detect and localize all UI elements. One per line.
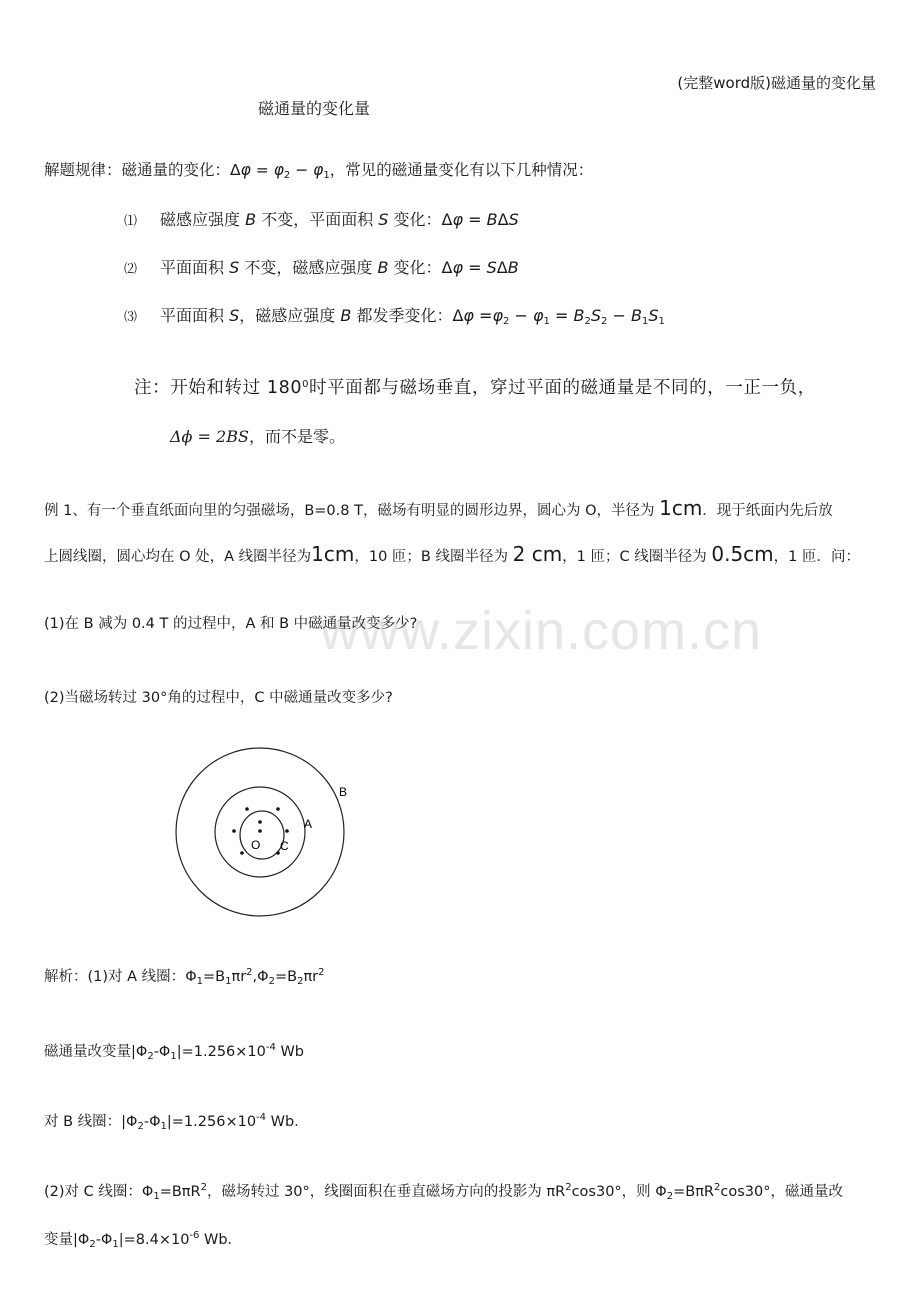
page-title: 磁通量的变化量 xyxy=(258,99,371,118)
example-line-1: 例 1、有一个垂直纸面向里的匀强磁场，B=0.8 T，磁场有明显的圆形边界，圆心为 O，半径为 1cm．现于纸面内先后放 xyxy=(44,496,833,520)
analysis-line-2: 磁通量改变量$|\Phi_2-\Phi_1|=1.256\times 10^{-4}$ Wb xyxy=(44,1042,305,1062)
label-a: A xyxy=(304,817,313,831)
label-b: B xyxy=(339,785,348,799)
rule-lead: 解题规律：磁通量的变化：Δ xyxy=(44,161,241,179)
example-line-2: 上圆线圈，圆心均在 O 处，A 线圈半径为1cm，10 匝；B 线圈半径为 2 cm，1 匝；C 线圈半径为 0.5cm，1 匝．问： xyxy=(44,542,860,566)
case-1: ⑴ 磁感应强度 B 不变，平面面积 S 变化：Δφ = BΔS xyxy=(124,210,519,229)
analysis-line-1: 解析：(1)对 A 线圈：$\Phi_1=B_1\pi r^2,\Phi_2=B_2\pi r^2$ xyxy=(44,967,325,987)
rule-line: 解题规律：磁通量的变化：$\Delta\varphi = \varphi_2 - \varphi_1$，常见的磁通量变化有以下几种情况： xyxy=(44,161,594,181)
analysis-line-5: 变量$|\Phi_2-\Phi_1|=8.4\times 10^{-6}$ Wb． xyxy=(44,1230,243,1250)
label-c: C xyxy=(280,839,289,853)
page-header: (完整word版)磁通量的变化量 xyxy=(677,74,876,92)
note-line-1: 注：开始和转过 $180^0$时平面都与磁场垂直，穿过平面的磁通量是不同的，一正一负， xyxy=(134,378,816,398)
case-3: ⑶ 平面面积 S，磁感应强度 B 都发季变化：$\Delta\varphi =\varphi_2 - \varphi_1 = B_2S_2 - B_1S_1$ xyxy=(124,306,665,327)
question-1: (1)在 B 减为 0.4 T 的过程中，A 和 B 中磁通量改变多少? xyxy=(44,616,418,632)
label-o: O xyxy=(251,838,261,852)
coil-diagram xyxy=(170,745,370,920)
case-2: ⑵ 平面面积 S 不变，磁感应强度 B 变化：Δφ = SΔB xyxy=(124,258,519,277)
analysis-line-3: 对 B 线圈：$|\Phi_2-\Phi_1|=1.256\times 10^{-4}$ Wb. xyxy=(44,1112,299,1132)
watermark: www.zixin.com.cn xyxy=(320,601,763,661)
question-2: (2)当磁场转过 30°角的过程中，C 中磁通量改变多少? xyxy=(44,690,393,706)
rule-tail: ，常见的磁通量变化有以下几种情况： xyxy=(329,161,594,179)
note-line-2: Δϕ = 2BS，而不是零。 xyxy=(170,427,345,446)
analysis-line-4: (2)对 C 线圈：$\Phi_1=B\pi R^2$，磁场转过 30°，线圈面积在垂直磁场方向的投影为 $\pi R^2\cos 30^\circ$，则 $\Phi_2=B\pi R^2\cos 30^\circ$，磁通量改 xyxy=(44,1182,843,1202)
